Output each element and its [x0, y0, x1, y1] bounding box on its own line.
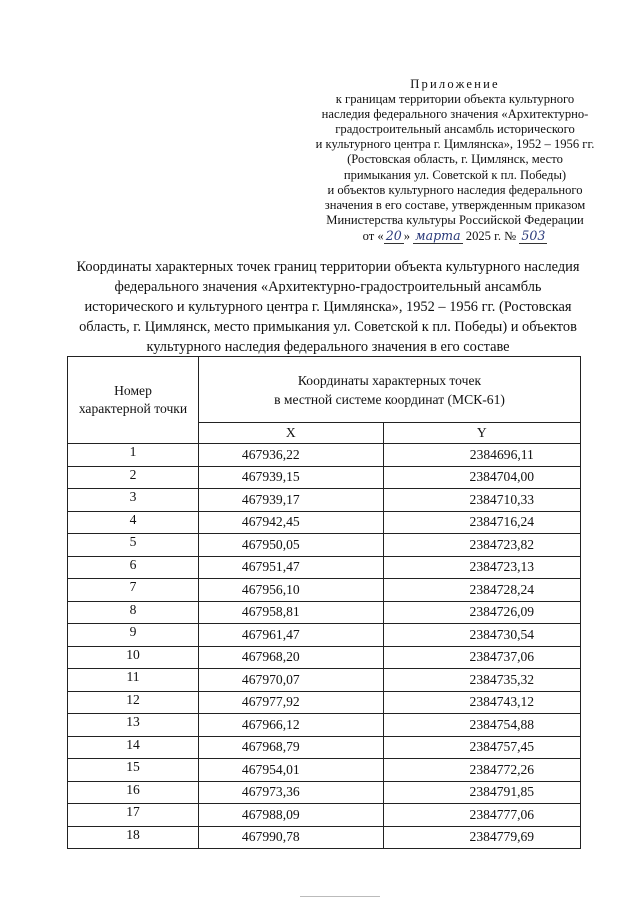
point-number-cell: 7	[68, 579, 199, 602]
y-header: Y	[383, 423, 580, 444]
table-row	[68, 444, 581, 467]
y-coordinate-cell: 2384772,26	[383, 759, 580, 782]
table-row	[68, 466, 581, 489]
x-coordinate-cell: 467939,15	[199, 466, 384, 489]
x-coordinate-cell: 467954,01	[199, 759, 384, 782]
table-row	[68, 736, 581, 759]
coordinates-header-line: в местной системе координат (МСК-61)	[274, 391, 505, 407]
x-coordinate-cell: 467988,09	[199, 804, 384, 827]
y-coordinate-cell: 2384710,33	[383, 489, 580, 512]
y-coordinate-cell: 2384757,45	[383, 736, 580, 759]
table-row	[68, 624, 581, 647]
point-number-cell: 10	[68, 646, 199, 669]
point-number-cell: 6	[68, 556, 199, 579]
appendix-line: значения в его составе, утвержденным приказом	[324, 197, 586, 212]
y-coordinate-cell: 2384737,06	[383, 646, 580, 669]
y-coordinate-cell: 2384754,88	[383, 714, 580, 737]
y-coordinate-cell: 2384723,13	[383, 556, 580, 579]
coordinates-table-body	[68, 444, 581, 849]
appendix-line: примыкания ул. Советской к пл. Победы)	[343, 167, 567, 182]
x-coordinate-cell: 467968,79	[199, 736, 384, 759]
appendix-line: градостроительный ансамбль исторического	[335, 122, 575, 137]
point-number-cell: 16	[68, 781, 199, 804]
table-row	[68, 579, 581, 602]
x-coordinate-cell: 467956,10	[199, 579, 384, 602]
y-coordinate-cell: 2384777,06	[383, 804, 580, 827]
title-line: культурного наследия федерального значения в его составе	[146, 339, 510, 355]
appendix-heading: Приложение	[410, 77, 500, 91]
point-number-cell: 3	[68, 489, 199, 512]
y-coordinate-cell: 2384728,24	[383, 579, 580, 602]
coordinates-header	[199, 357, 581, 423]
table-row	[68, 826, 581, 849]
table-row	[68, 804, 581, 827]
table-row	[68, 781, 581, 804]
appendix-line: наследия федерального значения «Архитектурно-	[321, 107, 589, 122]
order-mid: »	[403, 228, 414, 243]
point-number-cell: 17	[68, 804, 199, 827]
title-line: исторического и культурного центра г. Цимлянска», 1952 – 1956 гг. (Ростовская	[84, 299, 572, 315]
y-coordinate-cell: 2384743,12	[383, 691, 580, 714]
order-month-handwritten: марта	[415, 227, 461, 243]
y-coordinate-cell: 2384726,09	[383, 601, 580, 624]
coordinates-header-line: Координаты характерных точек	[297, 372, 482, 388]
page-edge-mark	[300, 896, 380, 897]
appendix-line: Министерства культуры Российской Федерации	[326, 212, 584, 227]
table-row	[68, 511, 581, 534]
x-coordinate-cell: 467936,22	[199, 444, 384, 467]
x-header: X	[199, 423, 384, 444]
y-coordinate-cell: 2384730,54	[383, 624, 580, 647]
y-coordinate-cell: 2384704,00	[383, 466, 580, 489]
x-coordinate-cell: 467961,47	[199, 624, 384, 647]
x-coordinate-cell: 467966,12	[199, 714, 384, 737]
appendix-line: и объектов культурного наследия федерального	[327, 182, 583, 197]
x-coordinate-cell: 467942,45	[199, 511, 384, 534]
point-number-header-line: характерной точки	[78, 401, 188, 416]
point-number-cell: 11	[68, 669, 199, 692]
x-coordinate-cell: 467990,78	[199, 826, 384, 849]
point-number-cell: 13	[68, 714, 199, 737]
table-row	[68, 714, 581, 737]
x-coordinate-cell: 467970,07	[199, 669, 384, 692]
y-coordinate-cell: 2384723,82	[383, 534, 580, 557]
title-line: Координаты характерных точек границ территории объекта культурного наследия	[76, 259, 580, 275]
order-prefix: от «	[362, 228, 384, 243]
x-coordinate-cell: 467939,17	[199, 489, 384, 512]
point-number-cell: 12	[68, 691, 199, 714]
point-number-header	[68, 357, 199, 444]
x-coordinate-cell: 467958,81	[199, 601, 384, 624]
x-coordinate-cell: 467950,05	[199, 534, 384, 557]
point-number-cell: 2	[68, 466, 199, 489]
point-number-header-line: Номер	[114, 383, 152, 398]
y-coordinate-cell: 2384716,24	[383, 511, 580, 534]
appendix-line: к границам территории объекта культурного	[335, 92, 575, 107]
table-row	[68, 489, 581, 512]
point-number-cell: 5	[68, 534, 199, 557]
table-row	[68, 691, 581, 714]
title-line: область, г. Цимлянск, место примыкания ул. Советской к пл. Победы) и объектов	[79, 319, 577, 335]
table-row	[68, 534, 581, 557]
point-number-cell: 9	[68, 624, 199, 647]
x-coordinate-cell: 467968,20	[199, 646, 384, 669]
order-number-handwritten: 503	[521, 227, 546, 243]
table-row	[68, 759, 581, 782]
coordinates-table	[67, 356, 581, 849]
point-number-cell: 14	[68, 736, 199, 759]
point-number-cell: 8	[68, 601, 199, 624]
point-number-cell: 1	[68, 444, 199, 467]
title-line: федерального значения «Архитектурно-градостроительный ансамбль	[114, 279, 542, 295]
document-title	[58, 257, 598, 357]
y-coordinate-cell: 2384779,69	[383, 826, 580, 849]
table-row	[68, 669, 581, 692]
appendix-line: (Ростовская область, г. Цимлянск, место	[347, 152, 563, 167]
point-number-cell: 4	[68, 511, 199, 534]
table-row	[68, 601, 581, 624]
order-day-handwritten: 20	[385, 227, 402, 243]
x-coordinate-cell: 467951,47	[199, 556, 384, 579]
order-year: 2025 г. №	[462, 228, 520, 243]
table-row	[68, 646, 581, 669]
y-coordinate-cell: 2384791,85	[383, 781, 580, 804]
table-row	[68, 556, 581, 579]
appendix-block	[300, 77, 610, 244]
y-coordinate-cell: 2384735,32	[383, 669, 580, 692]
point-number-cell: 15	[68, 759, 199, 782]
point-number-cell: 18	[68, 826, 199, 849]
x-coordinate-cell: 467977,92	[199, 691, 384, 714]
y-coordinate-cell: 2384696,11	[383, 444, 580, 467]
appendix-line: и культурного центра г. Цимлянска», 1952 – 1956 гг.	[315, 137, 595, 152]
order-line	[300, 228, 610, 244]
x-coordinate-cell: 467973,36	[199, 781, 384, 804]
